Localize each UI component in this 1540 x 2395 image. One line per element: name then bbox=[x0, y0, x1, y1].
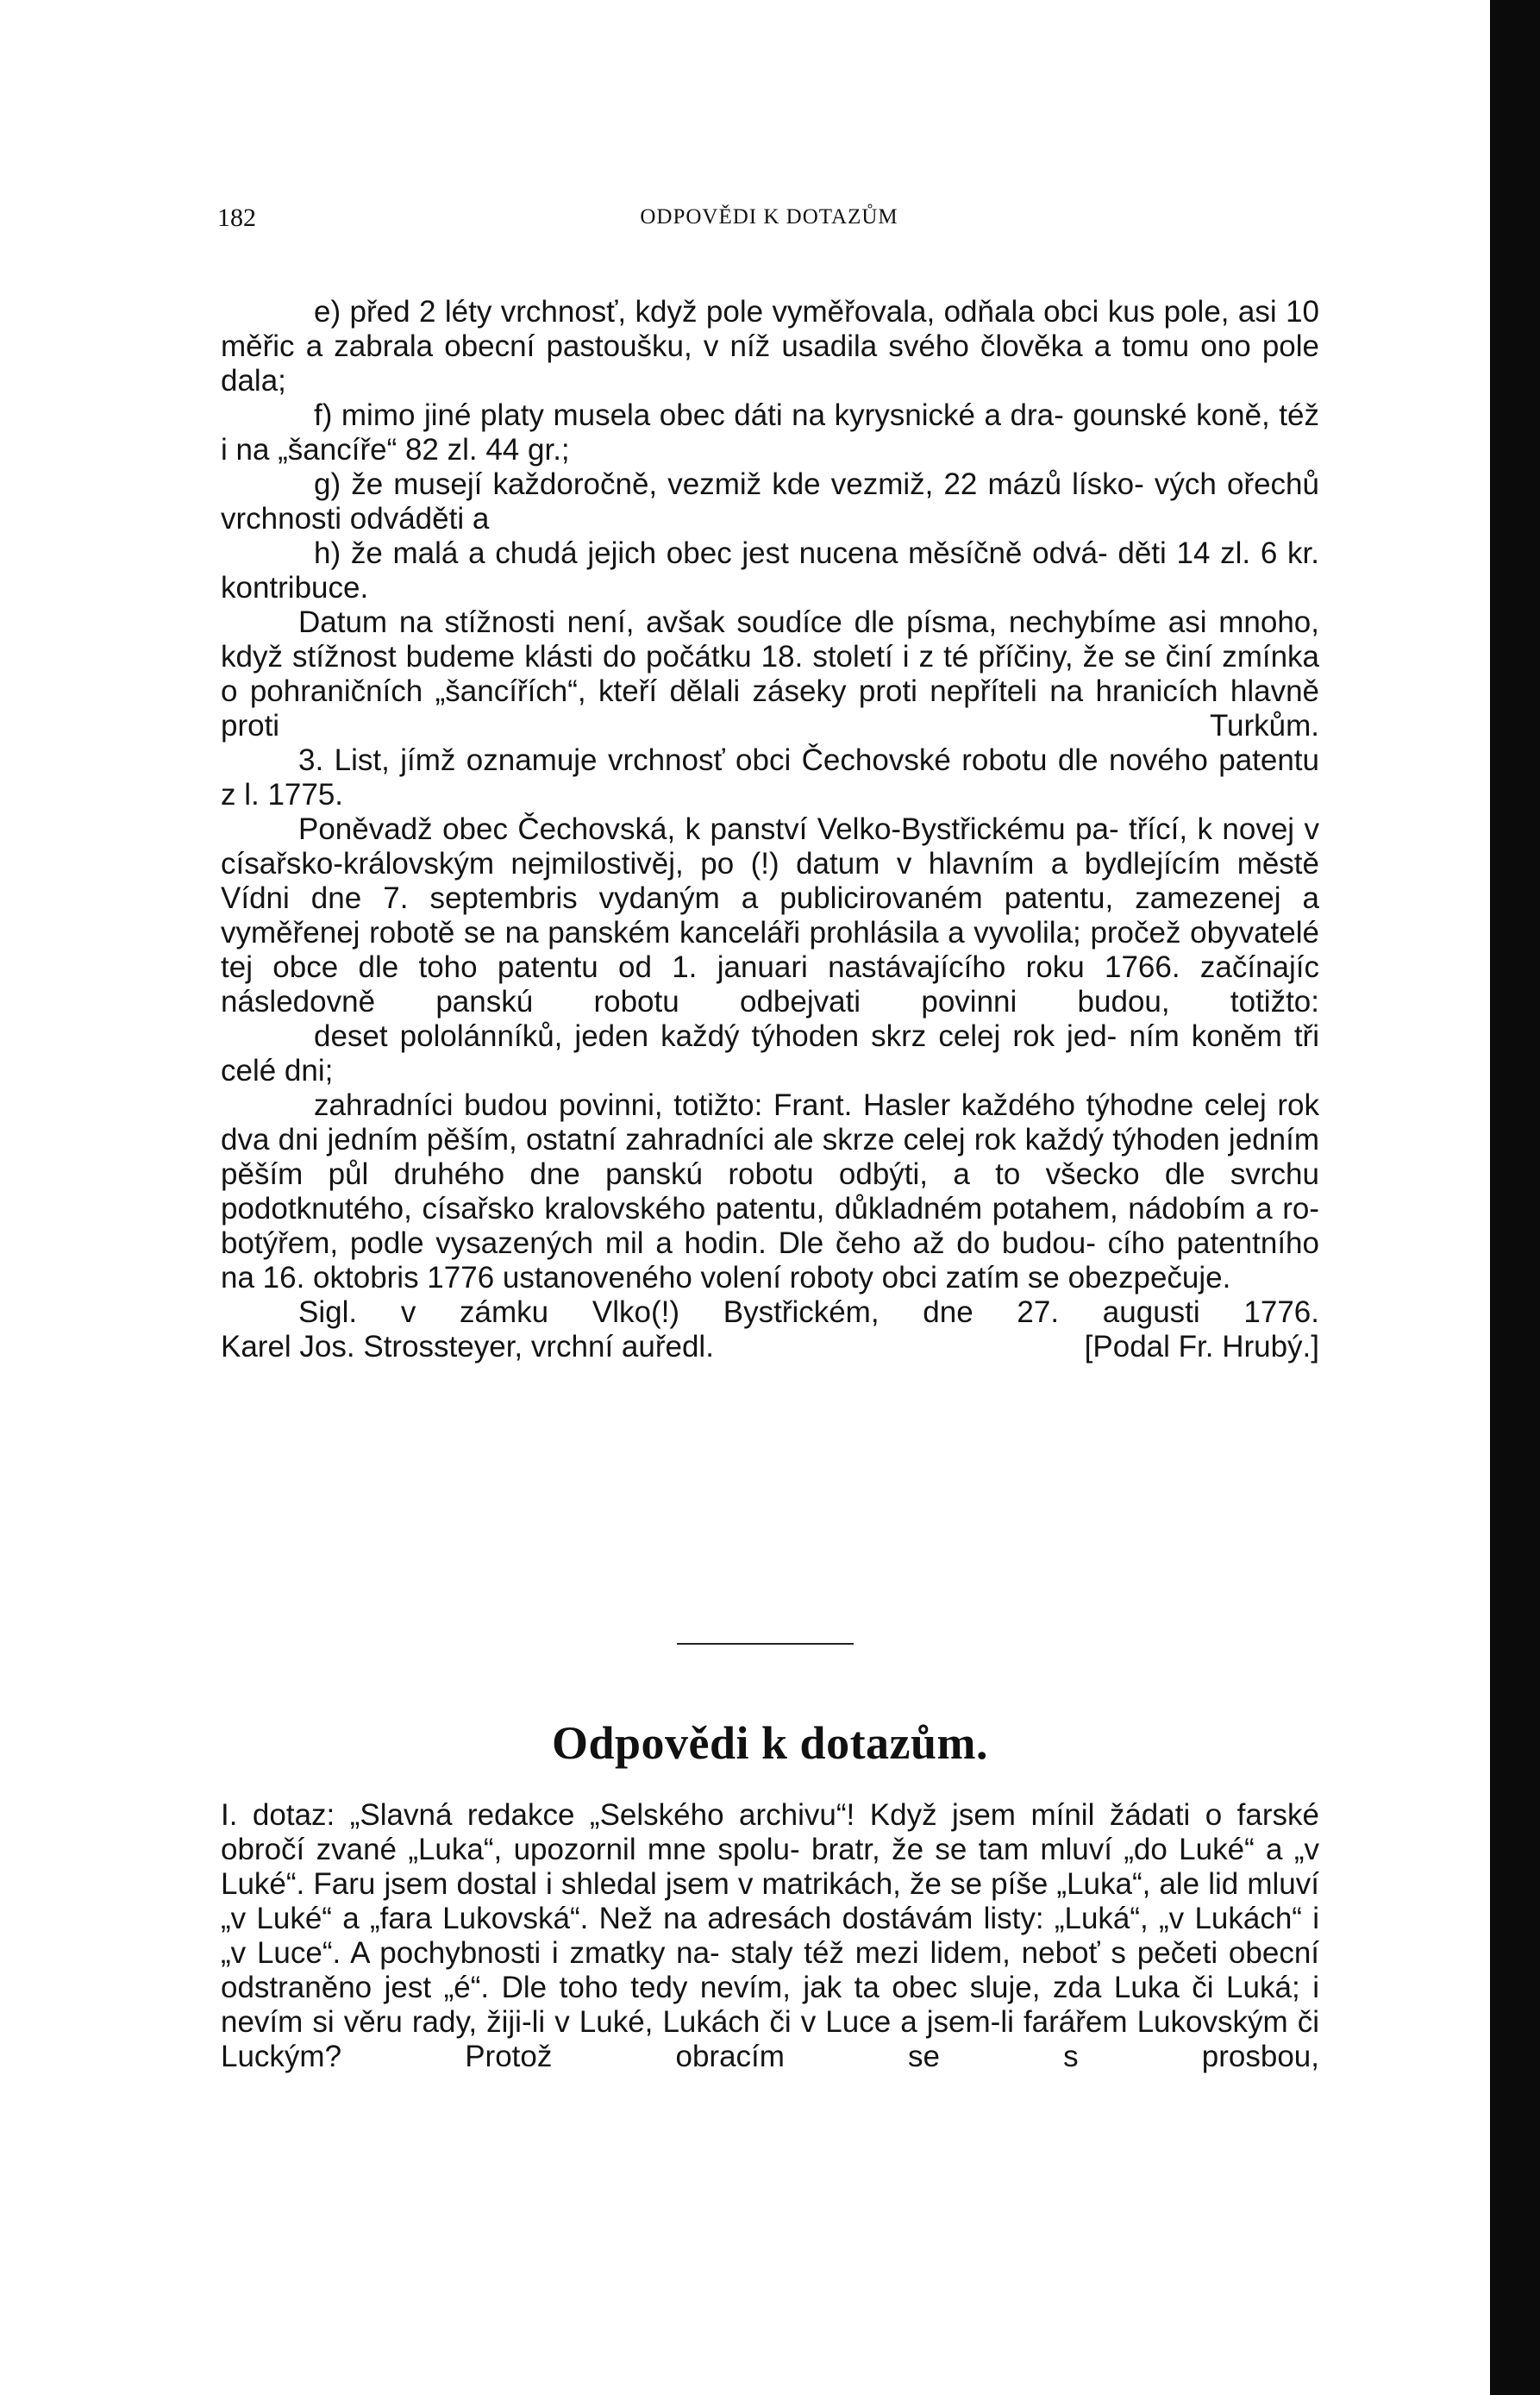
text-line: cího patentního na 16. oktobris 1776 ustanoveného volení roboty bbox=[221, 1226, 1319, 1295]
dotaz-body bbox=[221, 1798, 1319, 2074]
paragraph-pololannici bbox=[221, 1019, 1319, 1088]
document-body bbox=[221, 295, 1319, 1364]
text-line: třící, k novej v císařsko-královským nejmilostivěj, po (!) datum bbox=[221, 812, 1319, 881]
item-g bbox=[221, 467, 1319, 536]
text-line: a publicirovaném patentu, zamezenej a vyměřenej robotě se na bbox=[221, 881, 1320, 950]
text-line: farářem Lukovským či Luckým? Protož obracím se s prosbou, bbox=[221, 2005, 1319, 2073]
item-h bbox=[221, 536, 1319, 605]
text-line: staly též mezi lidem, neboť s pečeti obecní odstraněno jest „é“. bbox=[221, 1936, 1320, 2004]
text-line: mínil žádati o farské obročí zvané „Luka“, upozornil mne spolu- bbox=[221, 1798, 1319, 1866]
paragraph-zahradnici bbox=[221, 1088, 1319, 1295]
text-line: asi mnoho, když stížnost budeme klásti do počátku 18. století bbox=[221, 605, 1319, 674]
text-line: „v Luké“ a „fara Lukovská“. Než na adresách dostávám listy: bbox=[221, 1902, 1044, 1935]
section-title: Odpovědi k dotazům. bbox=[551, 1717, 989, 1769]
page-number: 182 bbox=[217, 204, 256, 232]
text-line: dělali záseky proti nepříteli na hranicích hlavně proti Turkům. bbox=[221, 674, 1320, 743]
text-line: bratr, že se tam mluví „do Luké“ a „v Luké“. Faru jsem dostal bbox=[221, 1833, 1319, 1901]
page-header bbox=[217, 200, 1321, 243]
text-line: dle toho patentu od 1. januari nastávajícího roku 1766. začínajíc bbox=[358, 950, 1320, 984]
text-line: svého člověka a tomu ono pole dala; bbox=[221, 329, 1319, 398]
section-divider bbox=[677, 1643, 854, 1645]
text-line: Poněvadž obec Čechovská, k panství Velko-Bystřickému pa- bbox=[298, 812, 1119, 846]
text-line: zahradníci budou povinni, totižto: Frant. Hasler každého bbox=[314, 1088, 1076, 1122]
signature-line bbox=[221, 1330, 1319, 1364]
scan-edge-strip bbox=[1490, 0, 1540, 2395]
paragraph-dotaz-1 bbox=[221, 1798, 1319, 2074]
paragraph-ponevadz bbox=[221, 812, 1319, 1019]
text-line: ním koněm tři celé dni; bbox=[221, 1019, 1319, 1088]
text-line: děti 14 zl. 6 kr. kontribuce. bbox=[221, 536, 1319, 605]
item-e bbox=[221, 295, 1319, 398]
text-line: Datum na stížnosti není, avšak soudíce dle písma, nechybíme bbox=[298, 605, 1157, 639]
text-line: kus pole, asi 10 měřic a zabrala obecní pastoušku, v níž usadila bbox=[221, 295, 1319, 363]
text-line: panském kanceláři prohlásila a vyvolila; pročež obyvatelé tej obce bbox=[221, 916, 1319, 984]
text-line: i shledal jsem v matrikách, že se píše „Luka“, ale lid mluví bbox=[545, 1867, 1319, 1901]
text-line: i nevím si věru rady, žiji-li v Luké, Lukách či v Luce a jsem-li bbox=[221, 1971, 1319, 2039]
text-line: i z té příčiny, že se činí zmínka o pohraničních „šancířích“, kteří bbox=[221, 640, 1320, 708]
text-line: v hlavním a bydlejícím městě Vídni dne 7. septembris vydaným bbox=[221, 847, 1319, 915]
paragraph-sigl bbox=[221, 1295, 1319, 1330]
running-head: ODPOVĚDI K DOTAZŮM bbox=[640, 205, 898, 229]
text-line: nového patentu z l. 1775. bbox=[221, 743, 1319, 812]
text-line: „Luká“, „v Lukách“ i „v Luce“. A pochybnosti i zmatky na- bbox=[221, 1902, 1319, 1970]
text-line: deset pololánníků, jeden každý týhoden skrz celej rok jed- bbox=[314, 1019, 1117, 1053]
text-line: Dle toho tedy nevím, jak ta obec sluje, zda Luka či Luká; bbox=[501, 1971, 1300, 2004]
text-line: císařsko kralovského patentu, důkladném potahem, nádobím a ro- bbox=[422, 1192, 1319, 1226]
paragraph-list-3 bbox=[221, 743, 1319, 812]
text-line: I. dotaz: „Slavná redakce „Selského archivu“! Když jsem bbox=[221, 1798, 1016, 1832]
text-line: skrze celej rok každý týhoden jedním pěším půl druhého dne bbox=[221, 1123, 1319, 1191]
paragraph-datum bbox=[221, 605, 1319, 743]
text-line: h) že malá a chudá jejich obec jest nucena měsíčně odvá- bbox=[314, 536, 1108, 570]
text-line: 3. List, jímž oznamuje vrchnosť obci Čechovské robotu dle bbox=[298, 743, 1099, 777]
text-line: botýřem, podle vysazených mil a hodin. Dle čeho až do budou- bbox=[221, 1226, 1096, 1260]
signatory: Karel Jos. Strossteyer, vrchní auředl. bbox=[221, 1330, 714, 1364]
text-line: f) mimo jiné platy musela obec dáti na kyrysnické a dra- bbox=[314, 398, 1064, 432]
text-line: vých ořechů vrchnosti odváděti a bbox=[221, 467, 1319, 536]
text-line: e) před 2 léty vrchnosť, když pole vyměřovala, odňala obci bbox=[314, 295, 1099, 329]
text-line: gounské koně, též i na „šancíře“ 82 zl. 44 gr.; bbox=[221, 398, 1319, 467]
text-line: následovně panskú robotu odbejvati povinni budou, totižto: bbox=[221, 985, 1319, 1019]
contributor-credit: [Podal Fr. Hrubý.] bbox=[1084, 1330, 1319, 1364]
text-line: týhodne celej rok dva dni jedním pěším, ostatní zahradníci ale bbox=[221, 1088, 1319, 1157]
text-line: obci zatím se obezpečuje. bbox=[881, 1261, 1231, 1295]
text-line: g) že musejí každoročně, vezmiž kde vezmiž, 22 mázů lísko- bbox=[314, 467, 1144, 501]
item-f bbox=[221, 398, 1319, 467]
text-line: Sigl. v zámku Vlko(!) Bystřickém, dne 27. augusti 1776. bbox=[298, 1295, 1319, 1329]
text-line: panskú robotu odbýti, a to všecko dle svrchu podotknutého, bbox=[221, 1157, 1319, 1226]
